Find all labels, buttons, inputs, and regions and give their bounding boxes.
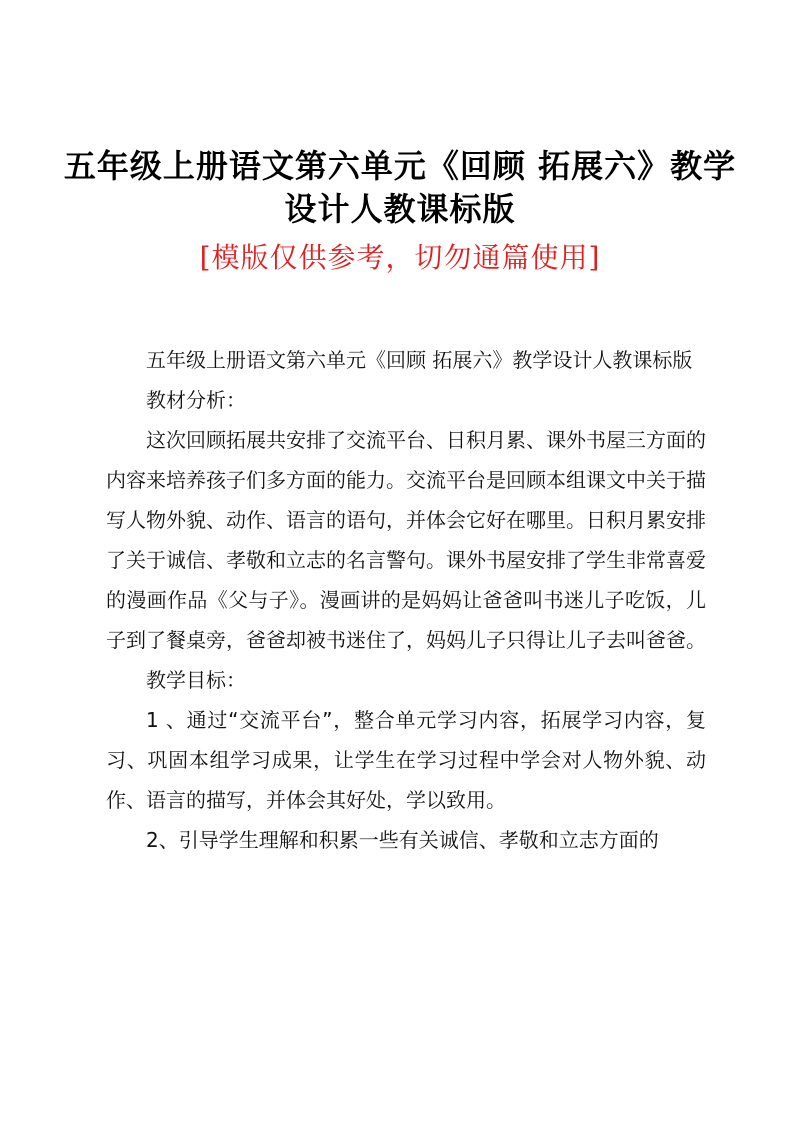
- paragraph-material-analysis: 这次回顾拓展共安排了交流平台、日积月累、课外书屋三方面的内容来培养孩子们多方面的能力。交流平台是回顾本组课文中关于描写人物外貌、动作、语言的语句，并体会它好在哪里。日积月累安排了关于诚信、孝敬和立志的名言警句。课外书屋安排了学生非常喜爱的漫画作品《父与子》。漫画讲的是妈妈让爸爸叫书迷儿子吃饭，儿子到了餐桌旁，爸爸却被书迷住了，妈妈儿子只得让儿子去叫爸爸。: [106, 428, 706, 652]
- document-body: [106, 340, 706, 860]
- template-notice: [模版仅供参考，切勿通篇使用]: [199, 241, 601, 274]
- paragraph-goal-1: 1 、通过“交流平台”，整合单元学习内容，拓展学习内容，复习、巩固本组学习成果，让学生在学习过程中学会对人物外貌、动作、语言的描写，并体会其好处，学以致用。: [106, 708, 706, 812]
- heading-teaching-goals: 教学目标：: [146, 668, 246, 692]
- paragraph-intro: 五年级上册语文第六单元《回顾 拓展六》教学设计人教课标版: [146, 348, 693, 372]
- document-title-line-2: 设计人教课标版: [284, 190, 516, 228]
- heading-material-analysis: 教材分析：: [146, 388, 246, 412]
- paragraph-goal-2: 2、引导学生理解和积累一些有关诚信、孝敬和立志方面的: [146, 828, 659, 852]
- document-title-line-1: 五年级上册语文第六单元《回顾 拓展六》教学: [63, 147, 737, 185]
